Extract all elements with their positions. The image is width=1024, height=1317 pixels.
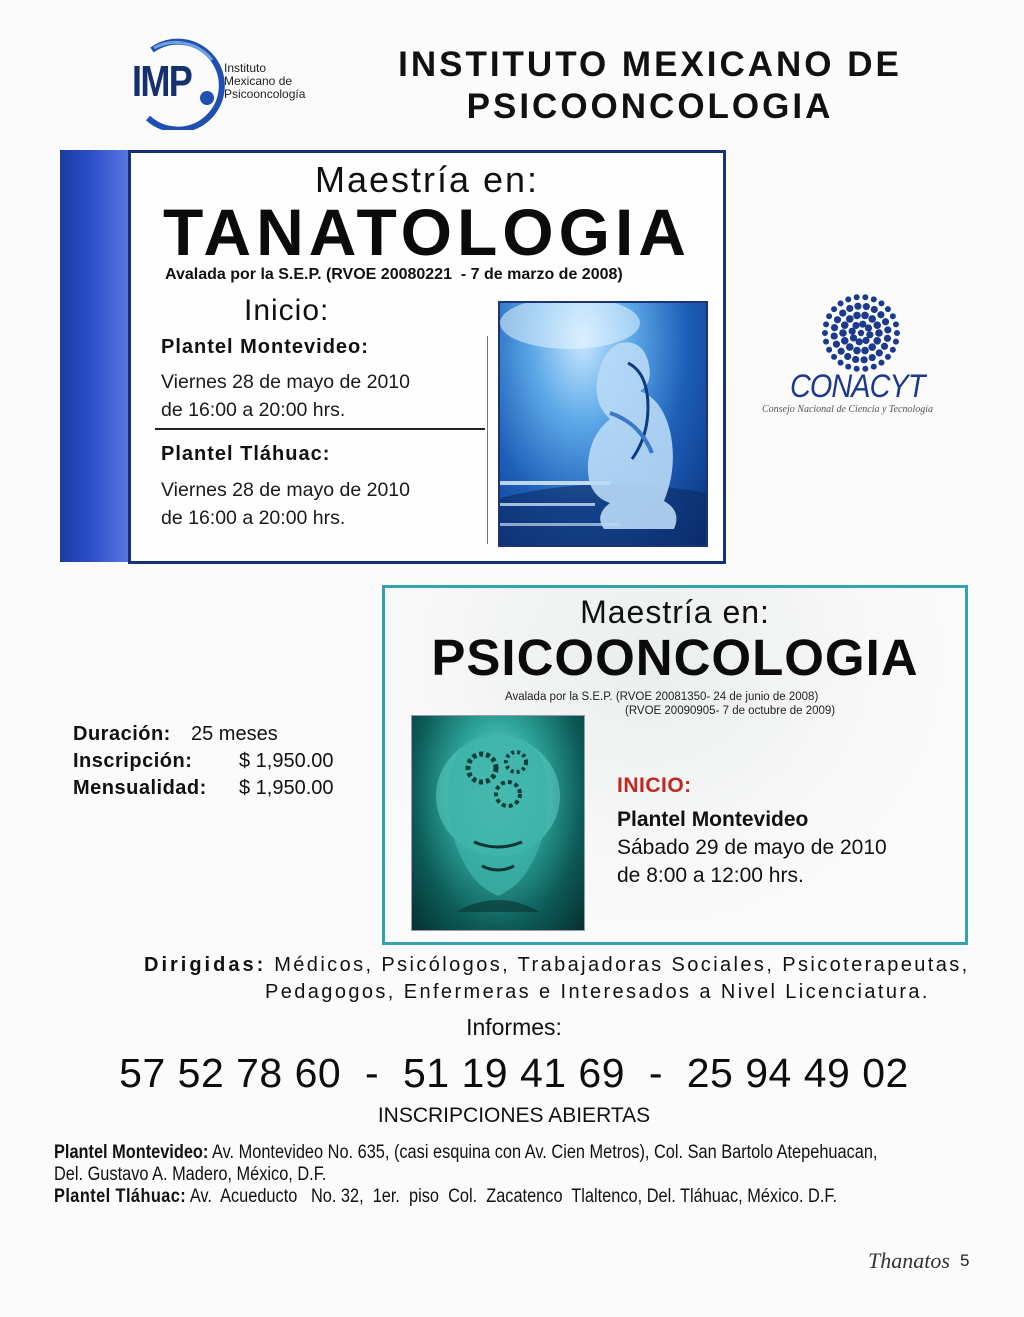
tanatologia-title: TANATOLOGIA — [163, 195, 691, 269]
psicooncologia-title: PSICOONCOLOGIA — [431, 629, 919, 686]
address-tlahuac-label: Plantel Tláhuac: — [54, 1186, 187, 1207]
price-value-mensualidad: $ 1,950.00 — [239, 777, 334, 799]
price-value-inscripcion: $ 1,950.00 — [239, 750, 334, 772]
magazine-name: Thanatos — [868, 1248, 950, 1273]
price-value-duracion: 25 meses — [191, 723, 278, 745]
tanatologia-maestria-label: Maestría en: — [314, 159, 540, 200]
psicooncologia-date: Sábado 29 de mayo de 2010 — [617, 836, 887, 859]
tanatologia-plantel-montevideo-time: de 16:00 a 20:00 hrs. — [161, 399, 346, 421]
conacyt-dots-icon — [820, 292, 902, 374]
logo-line: Mexicano de — [224, 74, 293, 88]
imp-logo — [112, 38, 312, 130]
target-audience-label: Dirigidas: — [144, 954, 267, 976]
page-title-line2: PSICOONCOLOGIA — [466, 87, 834, 126]
psicooncologia-inicio-label: INICIO: — [617, 774, 692, 797]
price-label-inscripcion: Inscripción: — [73, 750, 193, 772]
target-audience — [144, 952, 984, 1006]
logo-line: Instituto — [224, 61, 267, 75]
price-label-duracion: Duración: — [73, 723, 171, 745]
logo-line: Psicooncología — [224, 87, 306, 101]
address-montevideo-line2: Del. Gustavo A. Madero, México, D.F. — [54, 1164, 327, 1185]
target-audience-line2: Pedagogos, Enfermeras e Interesados a Nivel Licenciatura. — [265, 981, 930, 1003]
page-title-line1: INSTITUTO MEXICANO DE — [398, 45, 902, 84]
address-montevideo-line1: Av. Montevideo No. 635, (casi esquina con Av. Cien Metros), Col. San Bartolo Atepehuacan, — [211, 1142, 878, 1163]
price-label-mensualidad: Mensualidad: — [73, 777, 207, 799]
tanatologia-plantel-tlahuac-date: Viernes 28 de mayo de 2010 — [161, 479, 410, 501]
imp-logo-mark: IMP — [132, 57, 192, 106]
tanatologia-plantel-montevideo-date: Viernes 28 de mayo de 2010 — [161, 371, 410, 393]
address-montevideo-label: Plantel Montevideo: — [54, 1142, 209, 1163]
phone-numbers: 57 52 78 60 - 51 19 41 69 - 25 94 49 02 — [119, 1050, 909, 1096]
divider — [487, 336, 488, 544]
brain-gears-image — [411, 715, 585, 931]
tanatologia-plantel-tlahuac: Plantel Tláhuac: — [161, 443, 331, 465]
thinker-image — [498, 301, 708, 547]
address-montevideo — [54, 1142, 877, 1186]
inscripciones-notice: INSCRIPCIONES ABIERTAS — [377, 1104, 651, 1127]
psicooncologia-accreditation — [505, 690, 835, 718]
tanatologia-card — [128, 150, 726, 564]
psicooncologia-card — [382, 585, 968, 945]
tanatologia-plantel-tlahuac-time: de 16:00 a 20:00 hrs. — [161, 507, 346, 529]
conacyt-subtitle: Consejo Nacional de Ciencia y Tecnología — [762, 404, 934, 415]
psicooncologia-time: de 8:00 a 12:00 hrs. — [617, 864, 804, 887]
page-title — [370, 44, 930, 128]
divider — [155, 428, 485, 430]
tanatologia-accreditation: Avalada por la S.E.P. (RVOE 20080221 - 7 de marzo de 2008) — [165, 266, 623, 283]
psicooncologia-plantel: Plantel Montevideo — [617, 808, 809, 831]
psicooncologia-maestria-label: Maestría en: — [580, 594, 770, 630]
conacyt-name: CONACYT — [790, 368, 925, 404]
psicooncologia-accreditation-line2: (RVOE 20090905- 7 de octubre de 2009) — [625, 705, 836, 717]
tanatologia-inicio-label: Inicio: — [244, 294, 330, 327]
target-audience-line1: Médicos, Psicólogos, Trabajadoras Sociales, Psicoterapeutas, — [274, 954, 970, 976]
page-number: 5 — [960, 1251, 970, 1270]
address-tlahuac — [54, 1186, 837, 1208]
tanatologia-plantel-montevideo: Plantel Montevideo: — [161, 336, 369, 358]
psicooncologia-accreditation-line1: Avalada por la S.E.P. (RVOE 20081350- 24 de junio de 2008) — [505, 691, 819, 703]
informes-label: Informes: — [466, 1014, 562, 1040]
address-tlahuac-text: Av. Acueducto No. 32, 1er. piso Col. Zacatenco Tlaltenco, Del. Tláhuac, México. D.F. — [189, 1186, 838, 1207]
tanatologia-side-bar — [60, 150, 128, 562]
conacyt-logo — [756, 292, 976, 422]
